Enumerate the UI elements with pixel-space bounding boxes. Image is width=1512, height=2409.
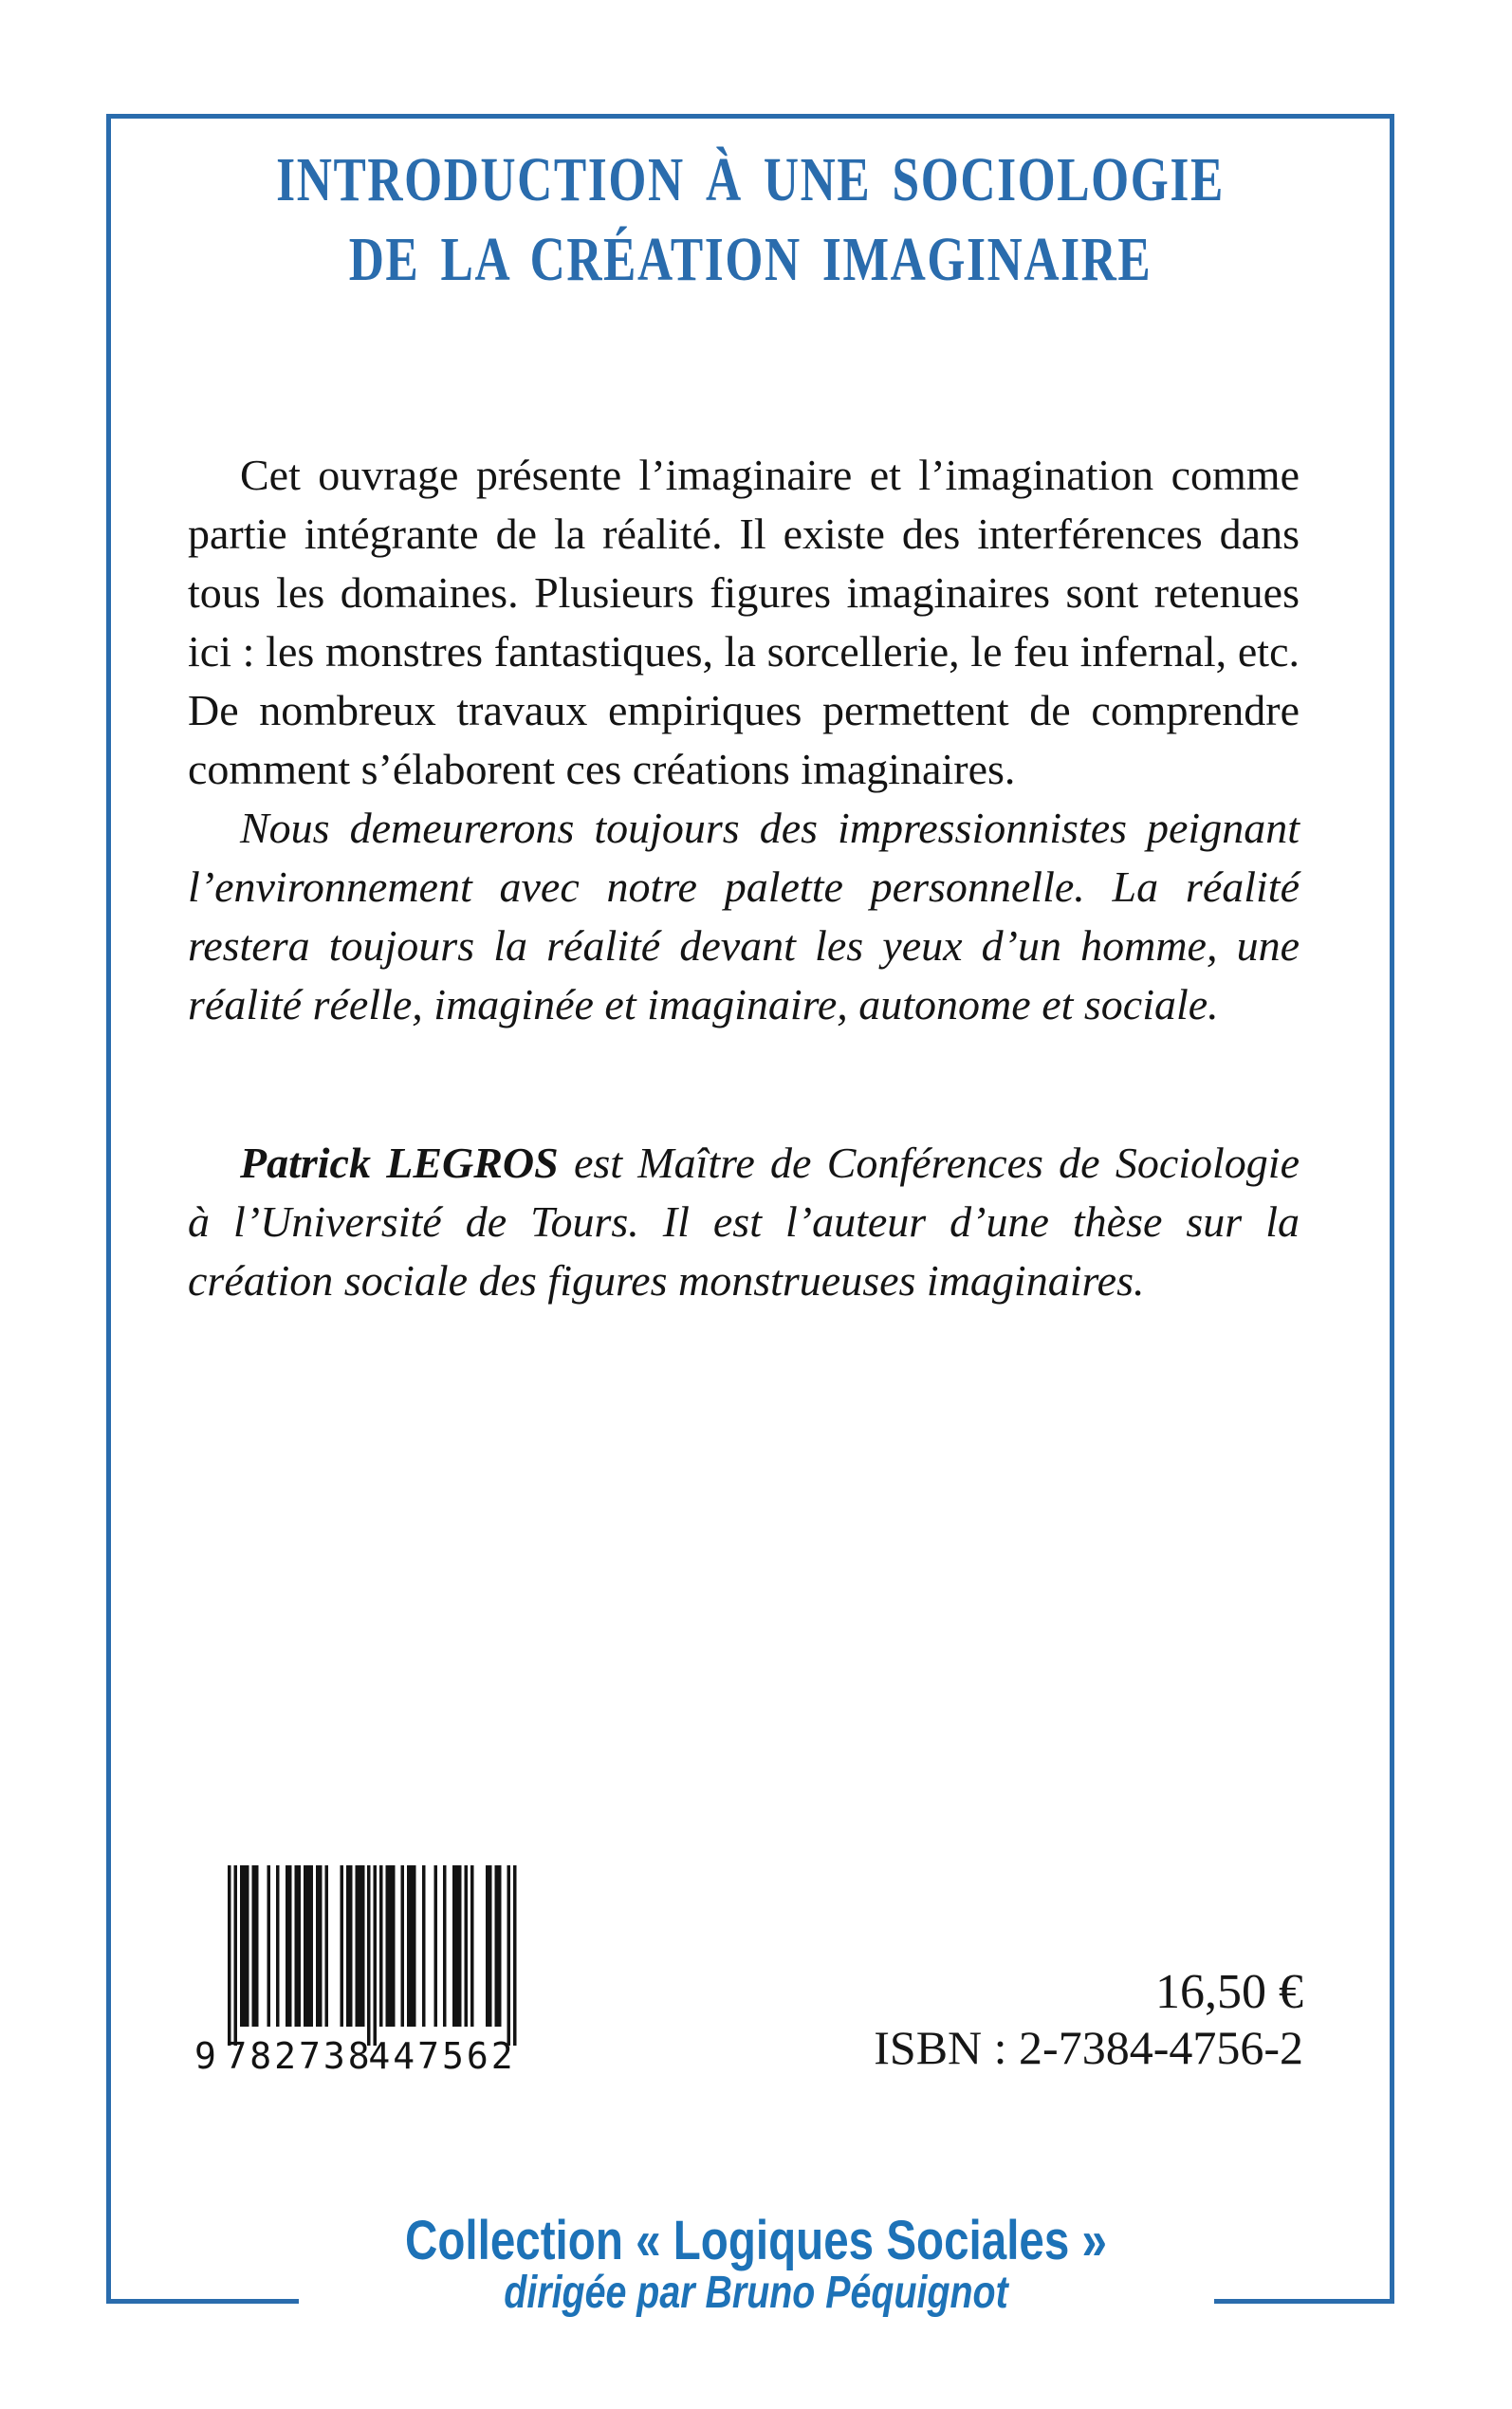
price: 16,50 € <box>1155 1965 1303 2019</box>
pricing-block <box>874 1966 1303 2076</box>
book-title-line1: INTRODUCTION À UNE SOCIOLOGIE <box>276 145 1225 214</box>
book-title-line2: DE LA CRÉATION IMAGINAIRE <box>348 225 1152 294</box>
isbn: ISBN : 2-7384-4756-2 <box>874 2021 1303 2074</box>
synopsis-paragraph-1: Cet ouvrage présente l’imaginaire et l’imagination comme partie intégrante de la réalité. Il existe des interférences dans tous les domaines. Plusieurs figures imaginaires sont retenues ici : les monstres fantastiques, la sorcellerie, le feu infernal, etc. De nombreux travaux empiriques permettent de comprendre comment s’élaborent ces créations imaginaires. <box>188 451 1300 793</box>
synopsis-paragraph-2: Nous demeurerons toujours des impressionnistes peignant l’environnement avec notre palette personnelle. La réalité restera toujours la réalité devant les yeux d’un homme, une réalité réelle, imaginée et imaginaire, autonome et sociale. <box>188 804 1300 1028</box>
barcode-bars <box>228 1865 516 2046</box>
author-bio-text: est Maître de Conférences de Sociologie à l’Université de Tours. Il est l’auteur d’une thèse sur la création sociale des figures monstrueuses imaginaires. <box>188 1139 1300 1305</box>
collection-director: dirigée par Bruno Péquignot <box>504 2268 1008 2318</box>
barcode-svg <box>192 1865 526 2076</box>
synopsis-block <box>188 446 1300 1310</box>
collection-name: Collection « Logiques Sociales » <box>404 2210 1108 2271</box>
barcode-left-group: 782738 <box>225 2035 373 2076</box>
author-name: Patrick LEGROS <box>240 1139 559 1187</box>
barcode-first-digit: 9 <box>194 2035 219 2076</box>
collection-block <box>136 2210 1375 2318</box>
barcode-right-group: 447562 <box>368 2035 516 2076</box>
book-title <box>248 140 1252 300</box>
author-bio <box>188 1134 1300 1310</box>
